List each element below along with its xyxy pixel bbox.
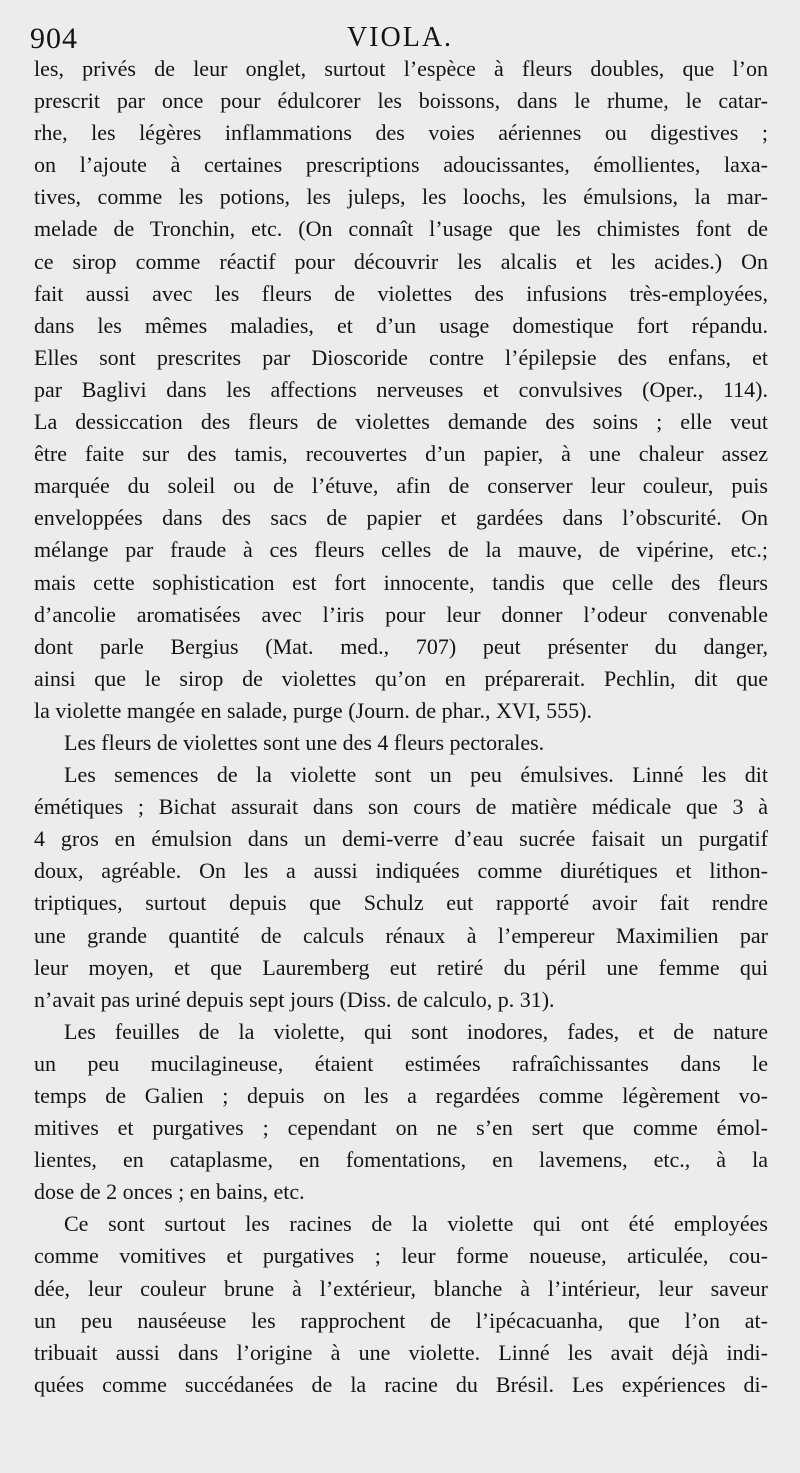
text-line: triptiques, surtout depuis que Schulz eut rapporté avoir fait rendre bbox=[34, 890, 768, 916]
text-line: Ce sont surtout les racines de la violette qui ont été employées bbox=[64, 1211, 768, 1237]
text-line: les, privés de leur onglet, surtout l’espèce à fleurs doubles, que l’on bbox=[34, 56, 768, 81]
text-line: La dessiccation des fleurs de violettes demande des soins ; elle veut bbox=[34, 409, 768, 435]
text-line: Les feuilles de la violette, qui sont inodores, fades, et de nature bbox=[64, 1018, 768, 1044]
text-line: quées comme succédanées de la racine du Brésil. Les expériences di- bbox=[34, 1371, 768, 1397]
text-line: 4 gros en émulsion dans un demi-verre d’eau sucrée faisait un purgatif bbox=[34, 826, 768, 852]
body-text bbox=[34, 53, 768, 1401]
text-line: tives, comme les potions, les juleps, les loochs, les émulsions, la mar- bbox=[34, 184, 768, 210]
text-line: tribuait aussi dans l’origine à une violette. Linné les avait déjà indi- bbox=[34, 1339, 768, 1365]
text-line: enveloppées dans des sacs de papier et gardées dans l’obscurité. On bbox=[34, 505, 768, 531]
text-line: émétiques ; Bichat assurait dans son cours de matière médicale que 3 à bbox=[34, 794, 768, 820]
text-line: comme vomitives et purgatives ; leur forme noueuse, articulée, cou- bbox=[34, 1243, 768, 1269]
text-line: un peu mucilagineuse, étaient estimées rafraîchissantes dans le bbox=[34, 1050, 768, 1076]
running-head: VIOLA. bbox=[346, 22, 454, 53]
text-line: dose de 2 onces ; en bains, etc. bbox=[34, 1179, 305, 1205]
text-line: on l’ajoute à certaines prescriptions adoucissantes, émollientes, laxa- bbox=[34, 152, 768, 178]
text-line: melade de Tronchin, etc. (On connaît l’usage que les chimistes font de bbox=[34, 216, 768, 242]
page-header bbox=[30, 20, 770, 56]
text-line: Les fleurs de violettes sont une des 4 fleurs pectorales. bbox=[64, 729, 545, 755]
text-line: dans les mêmes maladies, et d’un usage domestique fort répandu. bbox=[34, 312, 768, 338]
text-line: d’ancolie aromatisées avec l’iris pour leur donner l’odeur convenable bbox=[34, 601, 768, 627]
text-line: doux, agréable. On les a aussi indiquées comme diurétiques et lithon- bbox=[34, 858, 768, 884]
text-line: fait aussi avec les fleurs de violettes des infusions très-employées, bbox=[34, 280, 768, 306]
text-line: ce sirop comme réactif pour découvrir les alcalis et les acides.) On bbox=[34, 248, 768, 274]
text-line: être faite sur des tamis, recouvertes d’un papier, à une chaleur assez bbox=[34, 441, 768, 467]
text-line: ainsi que le sirop de violettes qu’on en préparerait. Pechlin, dit que bbox=[34, 665, 768, 691]
text-line: rhe, les légères inflammations des voies aériennes ou digestives ; bbox=[34, 120, 768, 146]
text-line: n’avait pas uriné depuis sept jours (Diss. de calculo, p. 31). bbox=[34, 986, 555, 1012]
text-line: marquée du soleil ou de l’étuve, afin de conserver leur couleur, puis bbox=[34, 473, 768, 499]
text-line: mélange par fraude à ces fleurs celles de la mauve, de vipérine, etc.; bbox=[34, 537, 768, 563]
text-line: un peu nauséeuse les rapprochent de l’ipécacuanha, que l’on at- bbox=[34, 1307, 768, 1333]
text-line: dont parle Bergius (Mat. med., 707) peut présenter du danger, bbox=[34, 633, 768, 659]
text-line: une grande quantité de calculs rénaux à l’empereur Maximilien par bbox=[34, 922, 768, 948]
text-line: dée, leur couleur brune à l’extérieur, blanche à l’intérieur, leur saveur bbox=[34, 1275, 768, 1301]
text-line: Elles sont prescrites par Dioscoride contre l’épilepsie des enfans, et bbox=[34, 344, 768, 370]
text-line: par Baglivi dans les affections nerveuses et convulsives (Oper., 114). bbox=[34, 376, 768, 402]
text-line: temps de Galien ; depuis on les a regardées comme légèrement vo- bbox=[34, 1083, 768, 1108]
page-number: 904 bbox=[30, 22, 78, 55]
text-line: lientes, en cataplasme, en fomentations, en lavemens, etc., à la bbox=[34, 1147, 768, 1173]
text-line: mitives et purgatives ; cependant on ne s’en sert que comme émol- bbox=[34, 1115, 768, 1141]
text-line: la violette mangée en salade, purge (Journ. de phar., XVI, 555). bbox=[34, 697, 592, 723]
text-line: Les semences de la violette sont un peu émulsives. Linné les dit bbox=[64, 762, 768, 788]
text-line: leur moyen, et que Lauremberg eut retiré du péril une femme qui bbox=[34, 954, 768, 980]
text-line: prescrit par once pour édulcorer les boissons, dans le rhume, le catar- bbox=[34, 88, 768, 114]
text-line: mais cette sophistication est fort innocente, tandis que celle des fleurs bbox=[34, 569, 768, 595]
